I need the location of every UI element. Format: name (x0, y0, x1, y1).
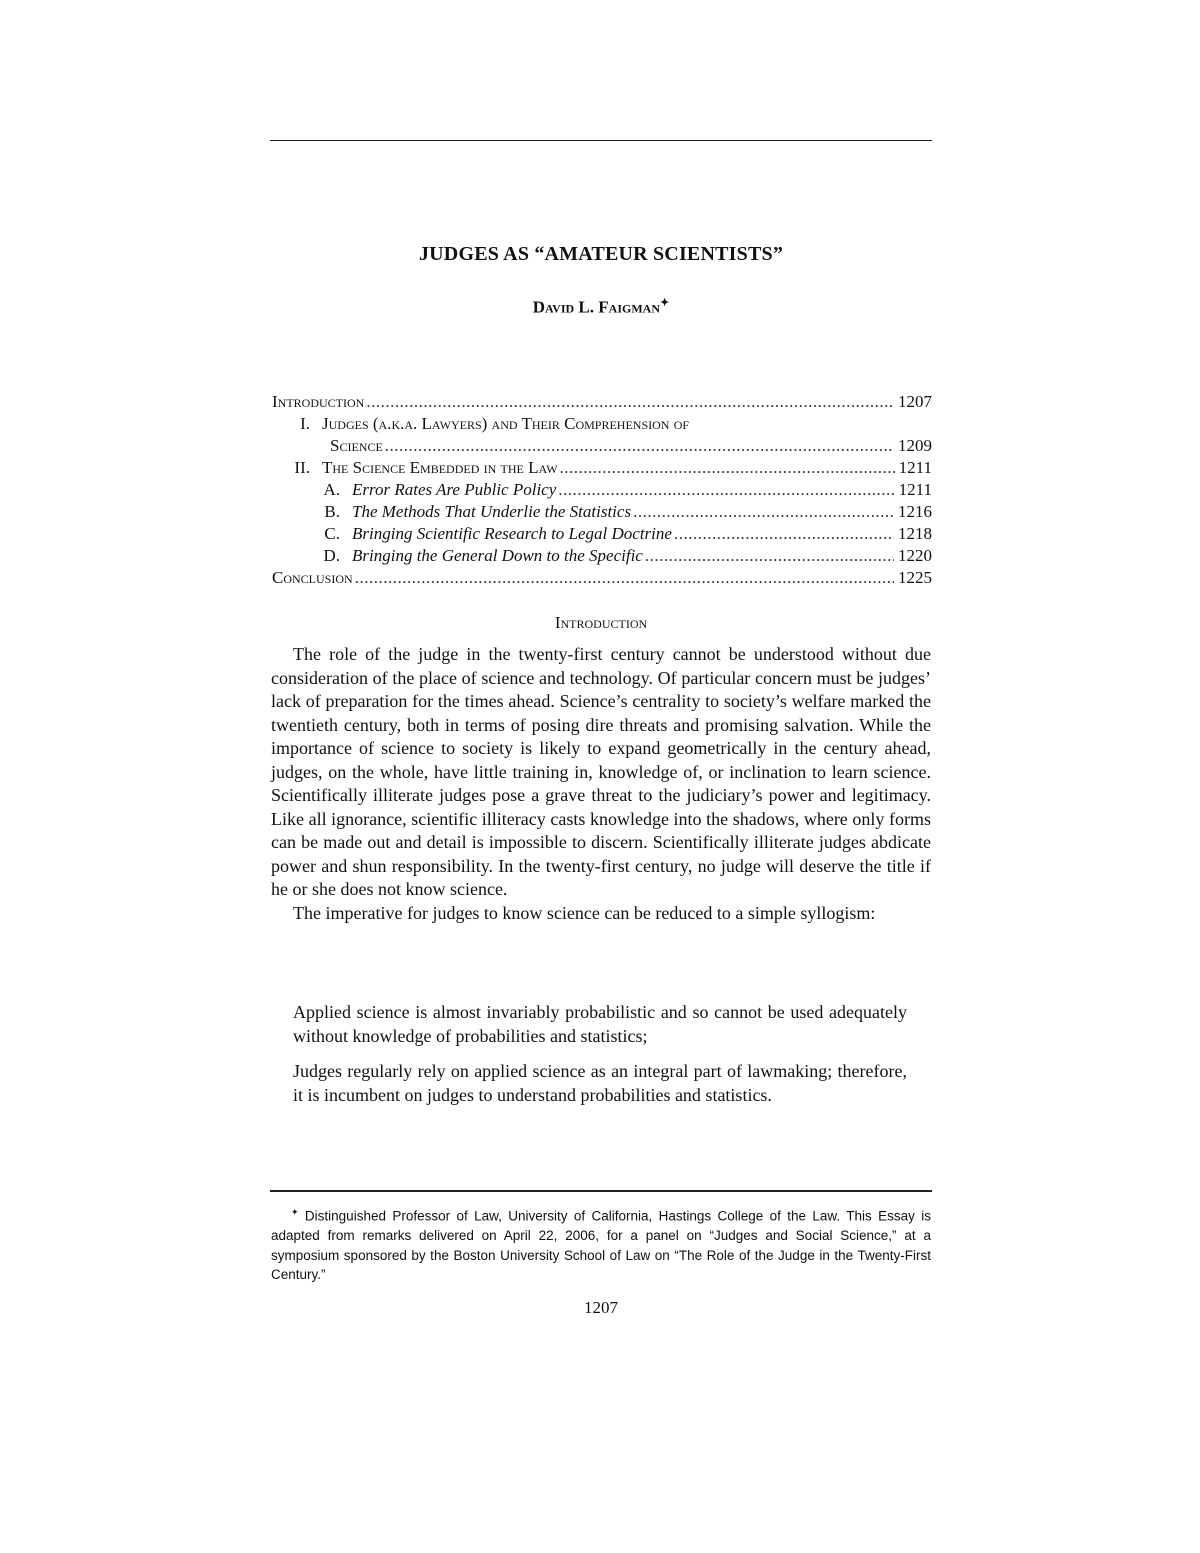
toc-leader-dots (355, 567, 894, 589)
toc-entry-label: Judges (a.k.a. Lawyers) and Their Comprehension of (322, 414, 690, 433)
toc-entry[interactable] (272, 567, 932, 589)
syllogism-premise-1: Applied science is almost invariably probabilistic and so cannot be used adequately without knowledge of probabilities and statistics; (293, 1002, 907, 1046)
toc-leader-dots (674, 523, 894, 545)
footnote-rule (270, 1190, 932, 1192)
toc-leader-dots (633, 501, 894, 523)
toc-entry-label: The Science Embedded in the Law (322, 458, 558, 477)
toc-entry-page: 1220 (898, 546, 932, 565)
article-title: JUDGES AS “AMATEUR SCIENTISTS” (418, 243, 784, 265)
toc-leader-dots (645, 545, 894, 567)
toc-entry[interactable] (272, 391, 932, 413)
author-name: David L. Faigman (532, 297, 660, 317)
footnote-marker: ✦ (291, 1207, 299, 1217)
toc-entry-number: A. (323, 480, 340, 499)
toc-entry-number: II. (294, 458, 310, 477)
toc-entry-label: Conclusion (272, 568, 353, 587)
toc-entry-number: D. (323, 546, 340, 565)
toc-entry[interactable] (272, 501, 932, 523)
syllogism-premise-2: Judges regularly rely on applied science as an integral part of lawmaking; therefore, it is incumbent on judges to understand probabilities and statistics. (293, 1061, 907, 1105)
toc-entry-label: Bringing the General Down to the Specific (352, 546, 643, 565)
toc-leader-dots (558, 479, 894, 501)
author-footnote-marker[interactable]: ✦ (659, 297, 670, 309)
toc-entry[interactable] (272, 479, 932, 501)
toc-entry-label: Error Rates Are Public Policy (352, 480, 557, 499)
toc-entry-page: 1207 (898, 392, 932, 411)
toc-leader-dots (366, 391, 894, 413)
table-of-contents (272, 391, 932, 589)
toc-entry-page: 1216 (898, 502, 932, 521)
toc-entry-label: Bringing Scientific Research to Legal Doctrine (352, 524, 672, 543)
toc-entry-number: B. (324, 502, 340, 521)
paragraph-1: The role of the judge in the twenty-first century cannot be understood without due consideration of the place of science and technology. Of particular concern must be judges’ lack of preparation for the times ahead. Science’s centrality to society’s welfare marked the twentieth century, both in terms of posing dire threats and promising salvation. While the importance of science to society is likely to expand geometrically in the century ahead, judges, on the whole, have little training in, knowledge of, or inclination to learn science. Scientifically illiterate judges pose a grave threat to the judiciary’s power and legitimacy. Like all ignorance, scientific illiteracy casts knowledge into the shadows, where only forms can be made out and detail is impossible to discern. Scientifically illiterate judges abdicate power and shun responsibility. In the twenty-first century, no judge will deserve the title if he or she does not know science. (271, 644, 931, 899)
toc-entry-number: I. (300, 414, 310, 433)
toc-entry[interactable] (272, 545, 932, 567)
section-heading-introduction: Introduction (554, 613, 648, 632)
author-line (270, 296, 932, 318)
footnote-text: Distinguished Professor of Law, University of California, Hastings College of the Law. This Essay is adapted from remarks delivered on April 22, 2006, for a panel on “Judges and Social Science,” at a symposium sponsored by the Boston University School of Law on “The Role of the Judge in the Twenty-First Century.” (271, 1208, 931, 1282)
page-number: 1207 (584, 1298, 618, 1317)
body-text (271, 643, 931, 925)
toc-entry-page: 1218 (898, 524, 932, 543)
toc-entry-page: 1225 (898, 568, 932, 587)
toc-entry[interactable] (272, 435, 932, 457)
toc-entry-label: Science (330, 436, 383, 455)
toc-entry-page: 1209 (898, 436, 932, 455)
toc-entry-label: Introduction (272, 392, 365, 411)
footnote (271, 1203, 931, 1285)
toc-entry[interactable] (272, 523, 932, 545)
paragraph-2: The imperative for judges to know science can be reduced to a simple syllogism: (293, 902, 876, 923)
toc-entry-number: C. (324, 524, 340, 543)
toc-entry-page: 1211 (898, 480, 932, 499)
toc-entry-page: 1211 (898, 458, 932, 477)
toc-leader-dots (385, 435, 894, 457)
toc-leader-dots (560, 457, 895, 479)
toc-entry[interactable] (272, 413, 932, 435)
header-rule (270, 140, 932, 141)
toc-entry[interactable] (272, 457, 932, 479)
toc-entry-label: The Methods That Underlie the Statistics (352, 502, 632, 521)
